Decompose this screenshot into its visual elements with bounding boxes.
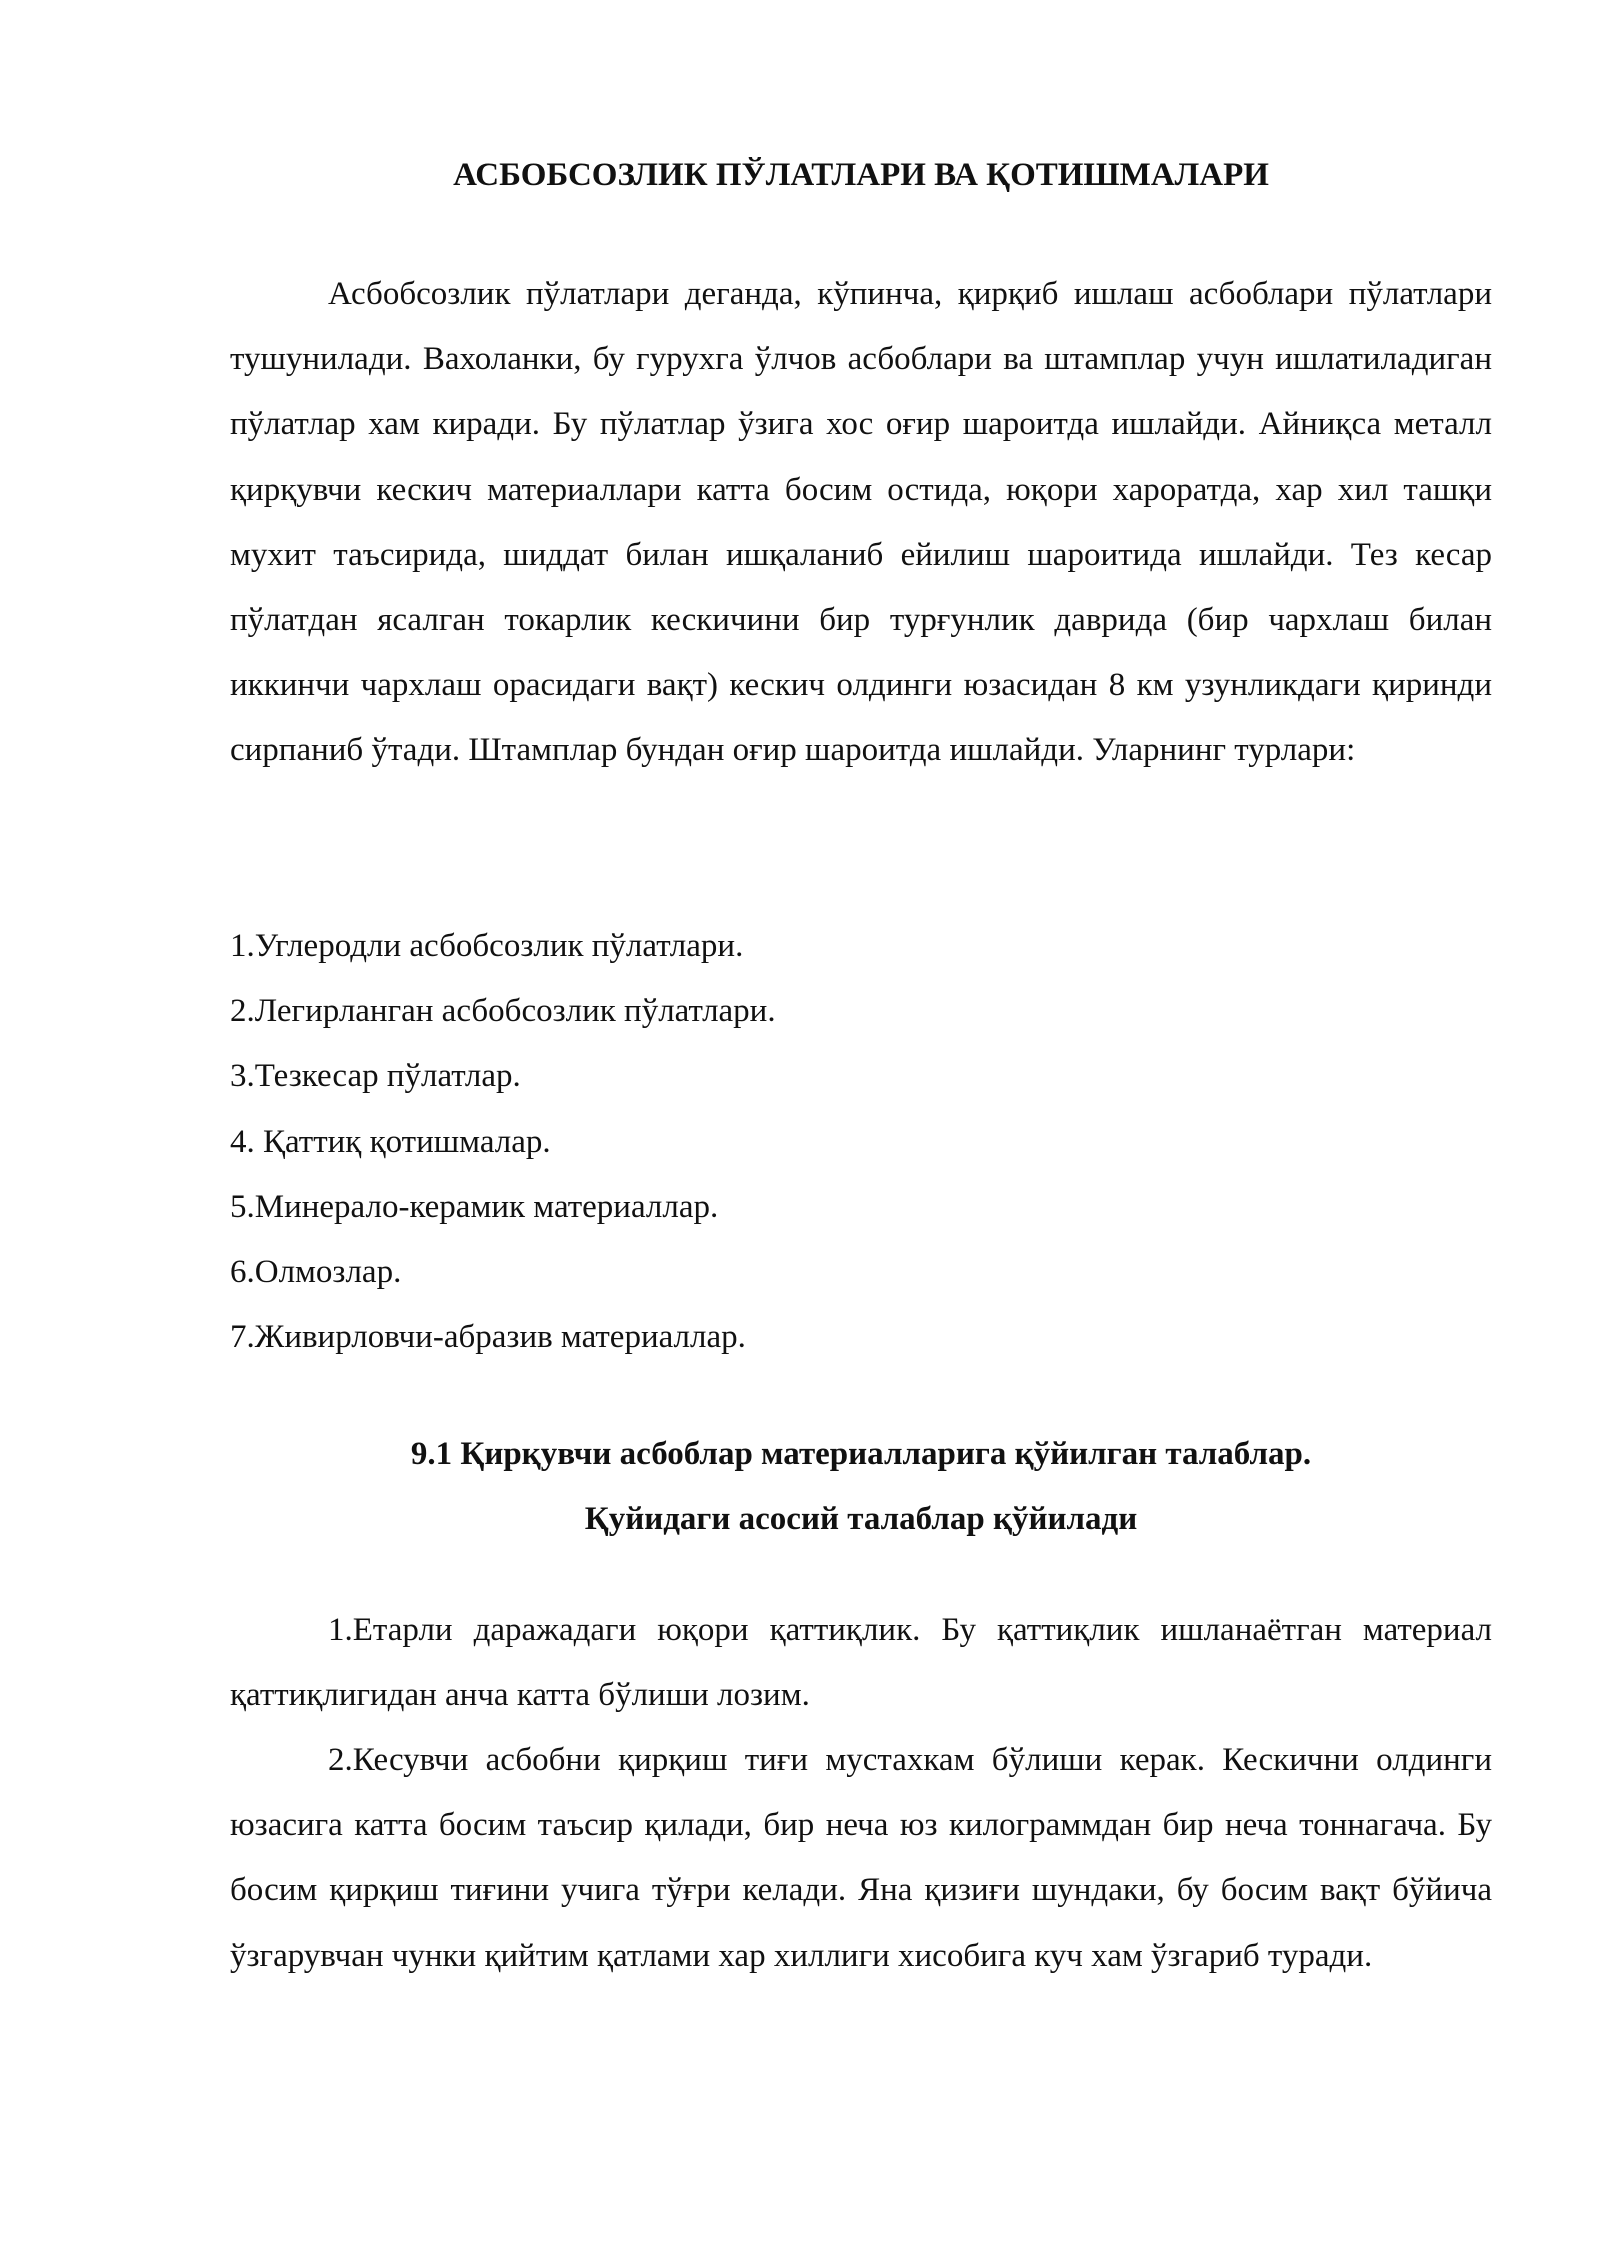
intro-paragraph: Асбобсозлик пўлатлари деганда, кўпинча, қирқиб ишлаш асбоблари пўлатлари тушунилади. Вахоланки, бу гурухга ўлчов асбоблари ва штамплар учун ишлатиладиган пўлатлар хам киради. Бу пўлатлар ўзига хос оғир шароитда ишлайди. Айниқса металл қирқувчи кескич материаллари катта босим остида, юқори хароратда, хар хил ташқи мухит таъсирида, шиддат билан ишқаланиб ейилиш шароитида ишлайди. Тез кесар пўлатдан ясалган токарлик кескичини бир турғунлик даврида (бир чархлаш билан иккинчи чархлаш орасидаги вақт) кескич олдинги юзасидан 8 км узунликдаги қиринди сирпаниб ўтади. Штамплар бундан оғир шароитда ишлайди. Уларнинг турлари: bbox=[230, 276, 1492, 769]
requirement-1-paragraph: 1.Етарли даражадаги юқори қаттиқлик. Бу қаттиқлик ишланаётган материал қаттиқлигидан анча катта бўлиши лозим. bbox=[230, 1612, 1492, 1714]
list-item: 4. Қаттиқ қотишмалар. bbox=[230, 1123, 551, 1160]
list-item: 7.Живирловчи-абразив материаллар. bbox=[230, 1319, 746, 1356]
section-heading bbox=[230, 1422, 1492, 1552]
list-item: 1.Углеродли асбобсозлик пўлатлари. bbox=[230, 928, 744, 964]
list-item: 2.Легирланган асбобсозлик пўлатлари. bbox=[230, 993, 776, 1030]
requirement-2-paragraph: 2.Кесувчи асбобни қирқиш тиғи мустахкам бўлиши керак. Кескични олдинги юзасига катта босим таъсир қилади, бир неча юз килограммдан бир неча тоннагача. Бу босим қирқиш тиғини учига тўғри келади. Яна қизиғи шундаки, бу босим вақт бўйича ўзгарувчан чунки қийтим қатлами хар хиллиги хисобига куч хам ўзгариб туради. bbox=[230, 1742, 1492, 1974]
section-heading-line1: 9.1 Қирқувчи асбоблар материалларига қўйилган талаблар. bbox=[410, 1436, 1312, 1472]
types-list bbox=[230, 914, 1492, 1370]
list-item: 3.Тезкесар пўлатлар. bbox=[230, 1058, 521, 1095]
list-item: 6.Олмозлар. bbox=[230, 1254, 402, 1291]
document-page bbox=[230, 0, 1492, 2262]
document-title: АСБОБСОЗЛИК ПЎЛАТЛАРИ ВА ҚОТИШМАЛАРИ bbox=[453, 157, 1269, 193]
list-item: 5.Минерало-керамик материаллар. bbox=[230, 1188, 719, 1225]
section-heading-line2: Қуйидаги асосий талаблар қўйилади bbox=[584, 1501, 1138, 1537]
